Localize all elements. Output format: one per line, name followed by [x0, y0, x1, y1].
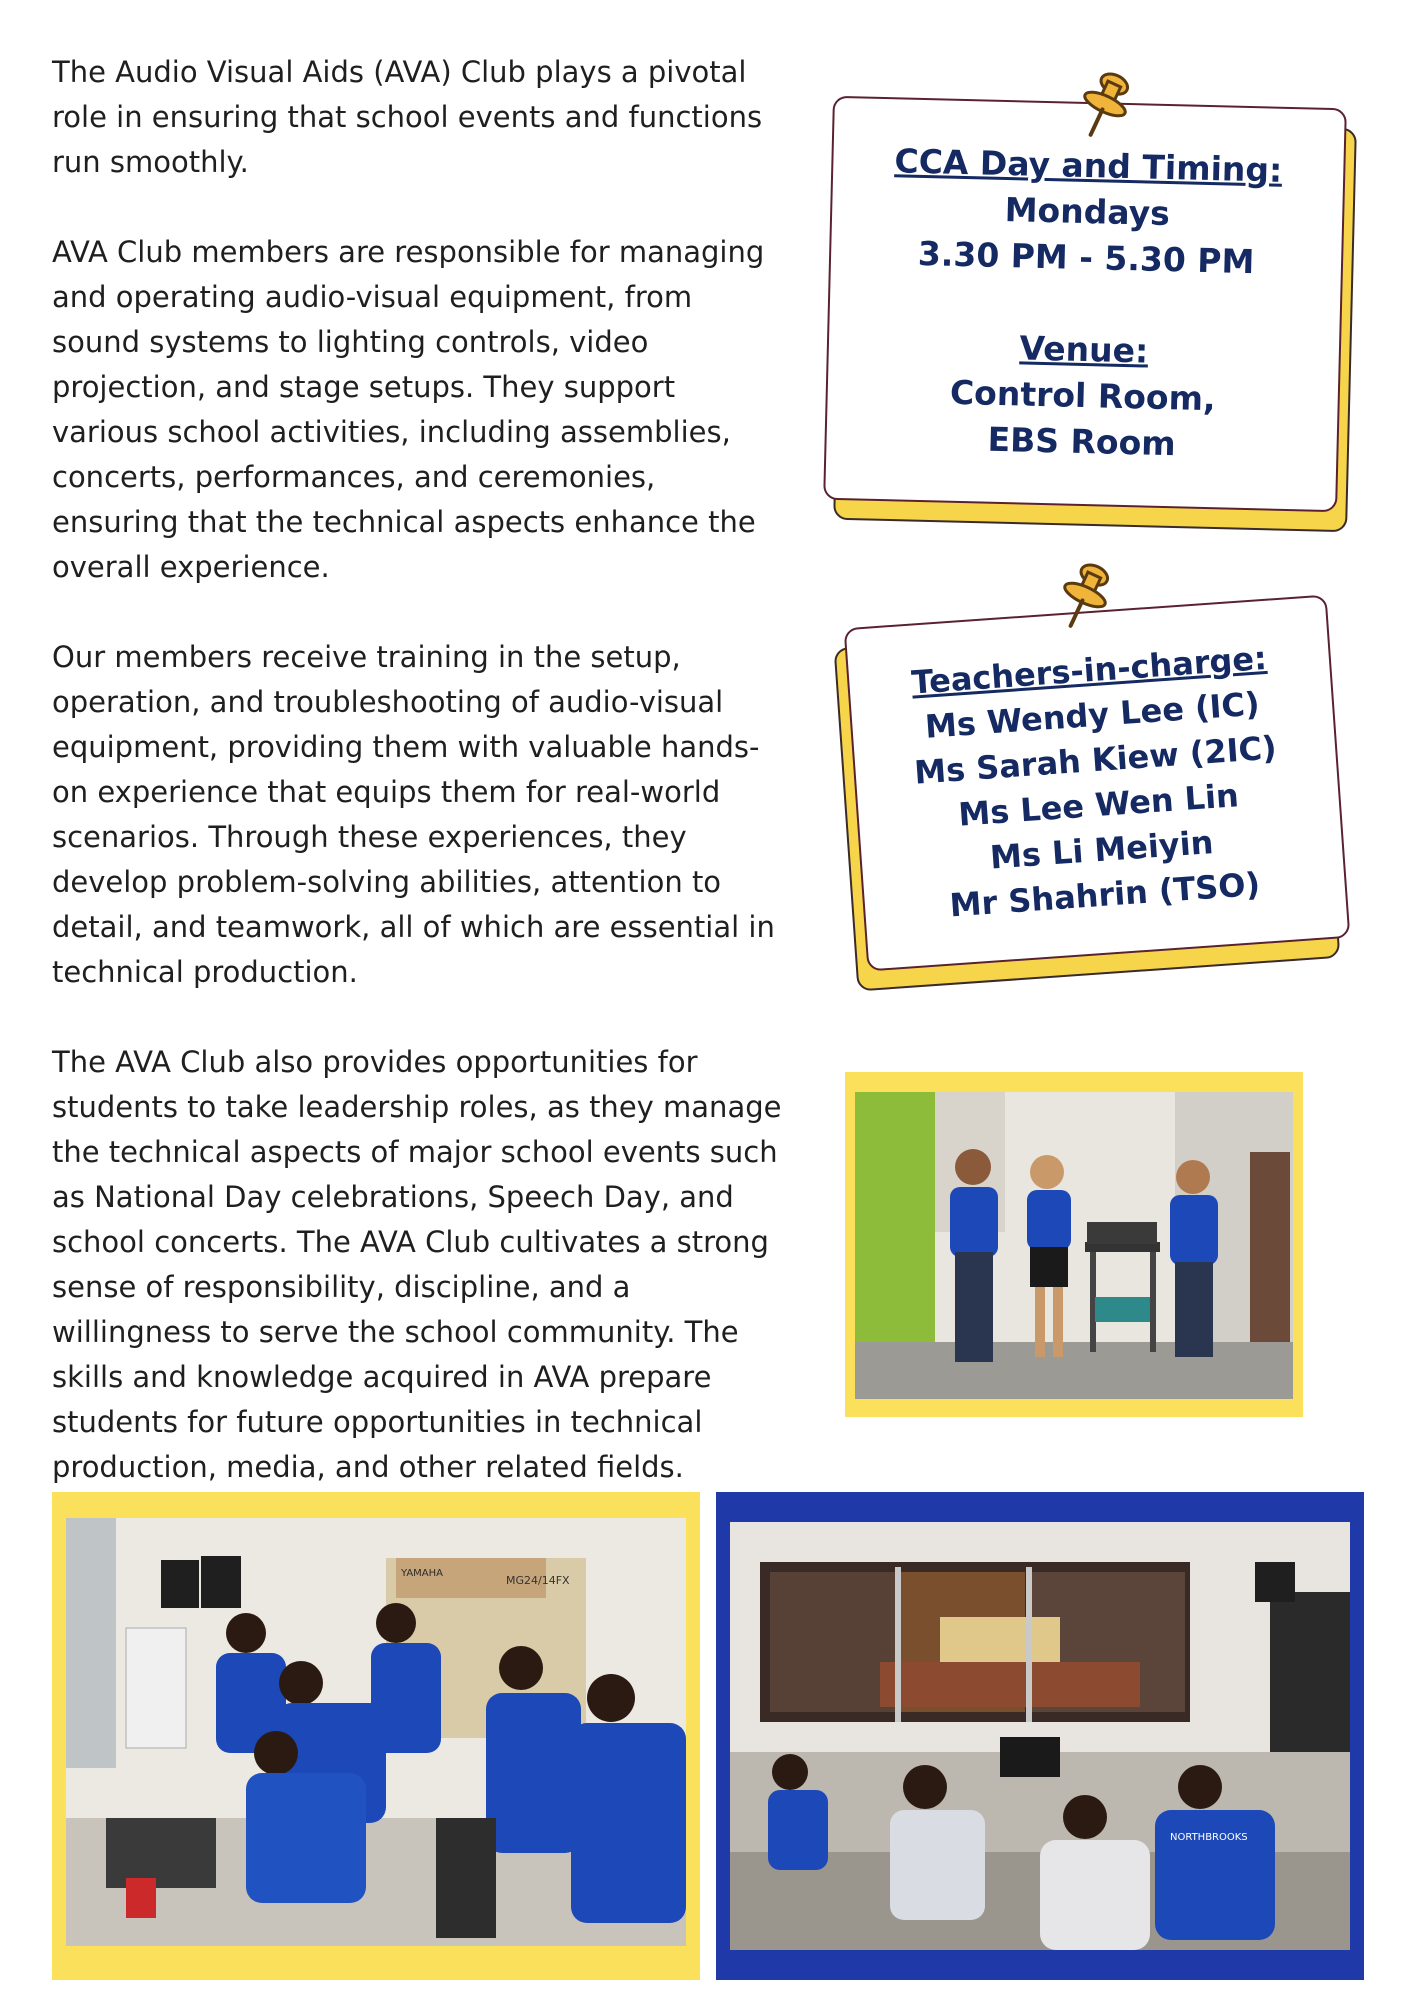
- photo-frame-mixing-desk: [52, 1492, 700, 1980]
- photo-frame-control-room: [716, 1492, 1364, 1980]
- schedule-card: [820, 60, 1360, 540]
- pushpin-icon: [1065, 64, 1145, 144]
- mixer-box-brand: YAMAHA: [401, 1568, 444, 1579]
- photo-students-at-mixing-desk: [66, 1518, 686, 1946]
- club-description: [52, 50, 782, 1490]
- schedule-card-face: [823, 96, 1347, 512]
- schedule-day-heading: CCA Day and Timing:: [894, 141, 1283, 190]
- teachers-card-face: [844, 595, 1351, 972]
- pushpin-icon: [1045, 555, 1125, 635]
- mixer-box-label: MG24/14FX: [506, 1574, 570, 1587]
- teacher-1: Ms Wendy Lee (IC): [923, 684, 1261, 746]
- paragraph-intro: The Audio Visual Aids (AVA) Club plays a pivotal role in ensuring that school events and functions run smoothly.: [52, 55, 763, 179]
- schedule-time: 3.30 PM - 5.30 PM: [917, 233, 1255, 282]
- teacher-2: Ms Sarah Kiew (2IC): [912, 728, 1278, 792]
- photo-control-room-overlooking-hall: [730, 1522, 1350, 1950]
- teacher-4: Ms Li Meiyin: [988, 823, 1215, 877]
- teachers-card: [835, 555, 1365, 1015]
- schedule-day: Mondays: [1004, 190, 1171, 234]
- teachers-heading: Teachers-in-charge:: [910, 638, 1269, 702]
- photo-students-with-mixer-cart: [855, 1092, 1293, 1399]
- paragraph-responsibilities: AVA Club members are responsible for managing and operating audio-visual equipment, from sound systems to lighting controls, video projection, and stage setups. They support various school activities, including assemblies, concerts, performances, and ceremonies, ensuring that the technical aspects enhance the overall experience.: [52, 235, 765, 584]
- shirt-text: NORTHBROOKS: [1170, 1832, 1248, 1843]
- teacher-3: Ms Lee Wen Lin: [957, 776, 1240, 834]
- venue-heading: Venue:: [1019, 328, 1149, 371]
- teacher-5: Mr Shahrin (TSO): [948, 864, 1262, 925]
- paragraph-training: Our members receive training in the setup, operation, and troubleshooting of audio-visual equipment, providing them with valuable hands-on experience that equips them for real-world scenarios. Through these experiences, they develop problem-solving abilities, attention to detail, and teamwork, all of which are essential in technical production.: [52, 640, 775, 989]
- photo-frame-students-cart: [845, 1072, 1303, 1417]
- venue-line-2: EBS Room: [987, 419, 1177, 464]
- paragraph-leadership: The AVA Club also provides opportunities for students to take leadership roles, as they manage the technical aspects of major school events such as National Day celebrations, Speech Day, and school concerts. The AVA Club cultivates a strong sense of responsibility, discipline, and a willingness to serve the school community. The skills and knowledge acquired in AVA prepare students for future opportunities in technical production, media, and other related fields.: [52, 1045, 782, 1484]
- venue-line-1: Control Room,: [949, 372, 1216, 419]
